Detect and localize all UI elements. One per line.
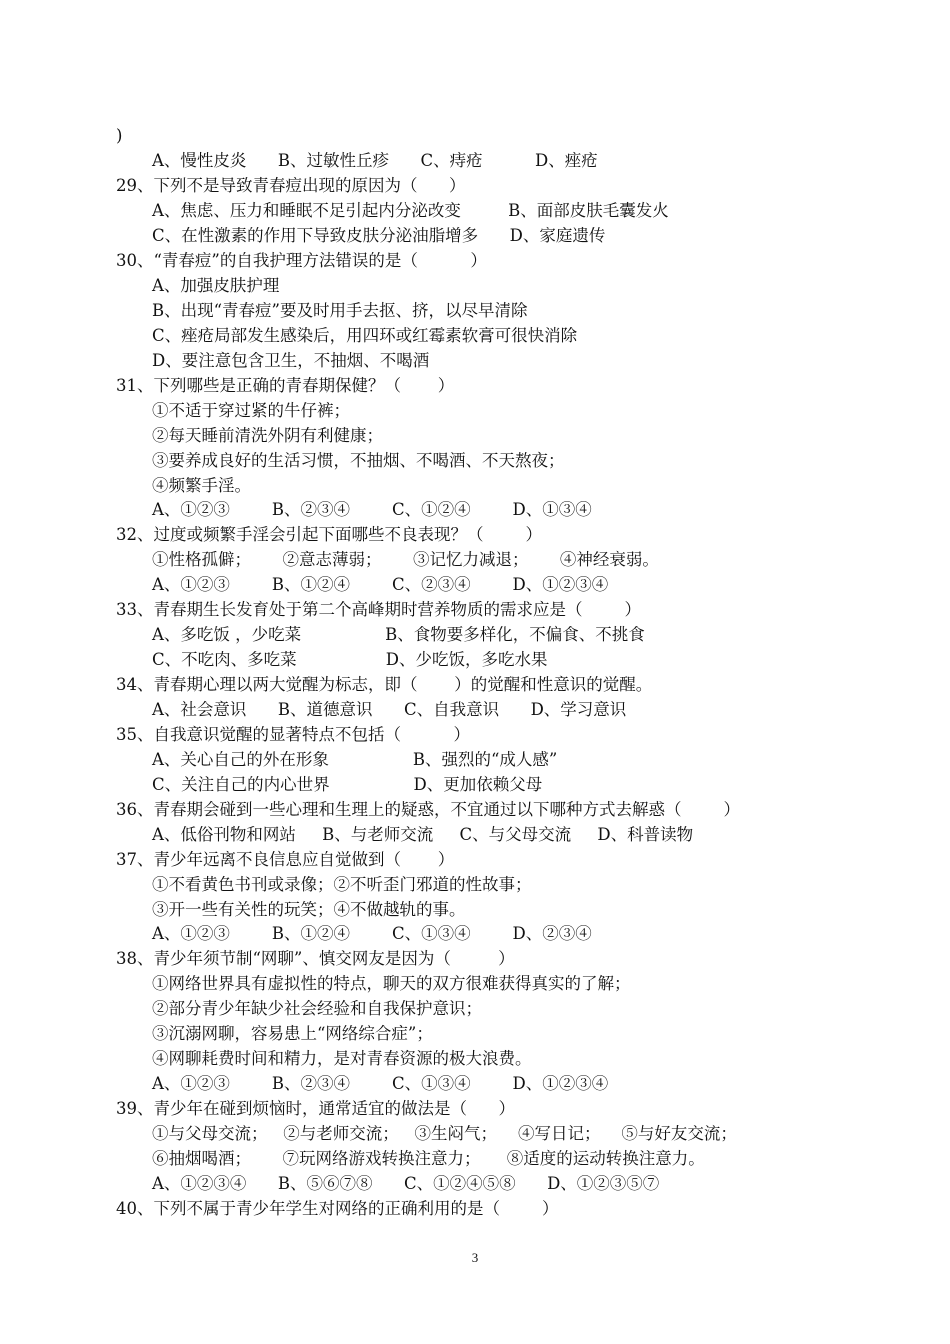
question-stem: 40、下列不属于青少年学生对网络的正确利用的是（ ）	[116, 1199, 559, 1218]
answer-line: ①性格孤僻； ②意志薄弱； ③记忆力减退； ④神经衰弱。	[152, 550, 659, 569]
answer-line: ①不看黄色书刊或录像；②不听歪门邪道的性故事；	[152, 875, 532, 894]
answer-line: ④频繁手淫。	[152, 476, 251, 495]
answer-line: A、①②③ B、①②④ C、①③④ D、②③④	[152, 924, 592, 943]
answer-line: A、低俗刊物和网站 B、与老师交流 C、与父母交流 D、科普读物	[152, 825, 694, 844]
answer-line: A、多吃饭 ，少吃菜 B、食物要多样化，不偏食、不挑食	[152, 625, 645, 644]
page-number: 3	[471, 1250, 479, 1265]
answer-line: A、①②③ B、②③④ C、①③④ D、①②③④	[152, 1074, 609, 1093]
answer-line: ①与父母交流； ②与老师交流； ③生闷气； ④写日记； ⑤与好友交流；	[152, 1124, 737, 1143]
answer-line: A、①②③ B、②③④ C、①②④ D、①③④	[152, 500, 592, 519]
answer-line: ③沉溺网聊，容易患上“网络综合症”；	[152, 1024, 433, 1043]
question-stem: 38、青少年须节制“网聊”、慎交网友是因为（ ）	[116, 949, 515, 968]
question-stem: 37、青少年远离不良信息应自觉做到（ ）	[116, 850, 455, 869]
answer-line: C、不吃肉、多吃菜 D、少吃饭，多吃水果	[152, 650, 548, 669]
answer-line: A、社会意识 B、道德意识 C、自我意识 D、学习意识	[152, 700, 627, 719]
answer-line: C、在性激素的作用下导致皮肤分泌油脂增多 D、家庭遗传	[152, 226, 606, 245]
question-stem: 29、下列不是导致青春痘出现的原因为（ ）	[116, 176, 466, 195]
question-stem: 36、青春期会碰到一些心理和生理上的疑惑，不宜通过以下哪种方式去解惑（ ）	[116, 800, 740, 819]
question-stem: 31、下列哪些是正确的青春期保健？（ ）	[116, 376, 455, 395]
answer-line: D、要注意包含卫生，不抽烟、不喝酒	[152, 351, 430, 370]
answer-line: ②部分青少年缺少社会经验和自我保护意识；	[152, 999, 482, 1018]
answer-line: ①网络世界具有虚拟性的特点，聊天的双方很难获得真实的了解；	[152, 974, 631, 993]
answer-line: ③要养成良好的生活习惯，不抽烟、不喝酒、不天熬夜；	[152, 451, 565, 470]
answer-line: A、①②③④ B、⑤⑥⑦⑧ C、①②④⑤⑧ D、①②③⑤⑦	[152, 1174, 660, 1193]
answer-line: ⑥抽烟喝酒； ⑦玩网络游戏转换注意力； ⑧适度的运动转换注意力。	[152, 1149, 705, 1168]
answer-line: A、①②③ B、①②④ C、②③④ D、①②③④	[152, 575, 609, 594]
answer-line: ①不适于穿过紧的牛仔裤；	[152, 401, 350, 420]
answer-line: ③开一些有关性的玩笑；④不做越轨的事。	[152, 900, 466, 919]
answer-line: B、出现“青春痘”要及时用手去抠、挤，以尽早清除	[152, 301, 528, 320]
answer-line: C、关注自己的内心世界 D、更加依赖父母	[152, 775, 543, 794]
question-stem: 30、“青春痘”的自我护理方法错误的是（ ）	[116, 251, 487, 270]
question-stem: 32、过度或频繁手淫会引起下面哪些不良表现？（ ）	[116, 525, 542, 544]
answer-line: A、焦虑、压力和睡眠不足引起内分泌改变 B、面部皮肤毛囊发火	[152, 201, 669, 220]
continued-line: )	[116, 126, 123, 145]
answer-line: ④网聊耗费时间和精力，是对青春资源的极大浪费。	[152, 1049, 532, 1068]
question-stem: 34、青春期心理以两大觉醒为标志，即（ ）的觉醒和性意识的觉醒。	[116, 675, 653, 694]
question-stem: 39、青少年在碰到烦恼时，通常适宜的做法是（ ）	[116, 1099, 515, 1118]
answer-line: A、关心自己的外在形象 B、强烈的“成人感”	[152, 750, 558, 769]
question-stem: 35、自我意识觉醒的显著特点不包括（ ）	[116, 725, 470, 744]
question-stem: 33、青春期生长发育处于第二个高峰期时营养物质的需求应是（ ）	[116, 600, 641, 619]
answer-line: A、慢性皮炎 B、过敏性丘疹 C、痔疮 D、痤疮	[152, 151, 598, 170]
answer-line: ②每天睡前清洗外阴有利健康；	[152, 426, 383, 445]
answer-line: C、痤疮局部发生感染后，用四环或红霉素软膏可很快消除	[152, 326, 578, 345]
answer-line: A、加强皮肤护理	[152, 276, 280, 295]
